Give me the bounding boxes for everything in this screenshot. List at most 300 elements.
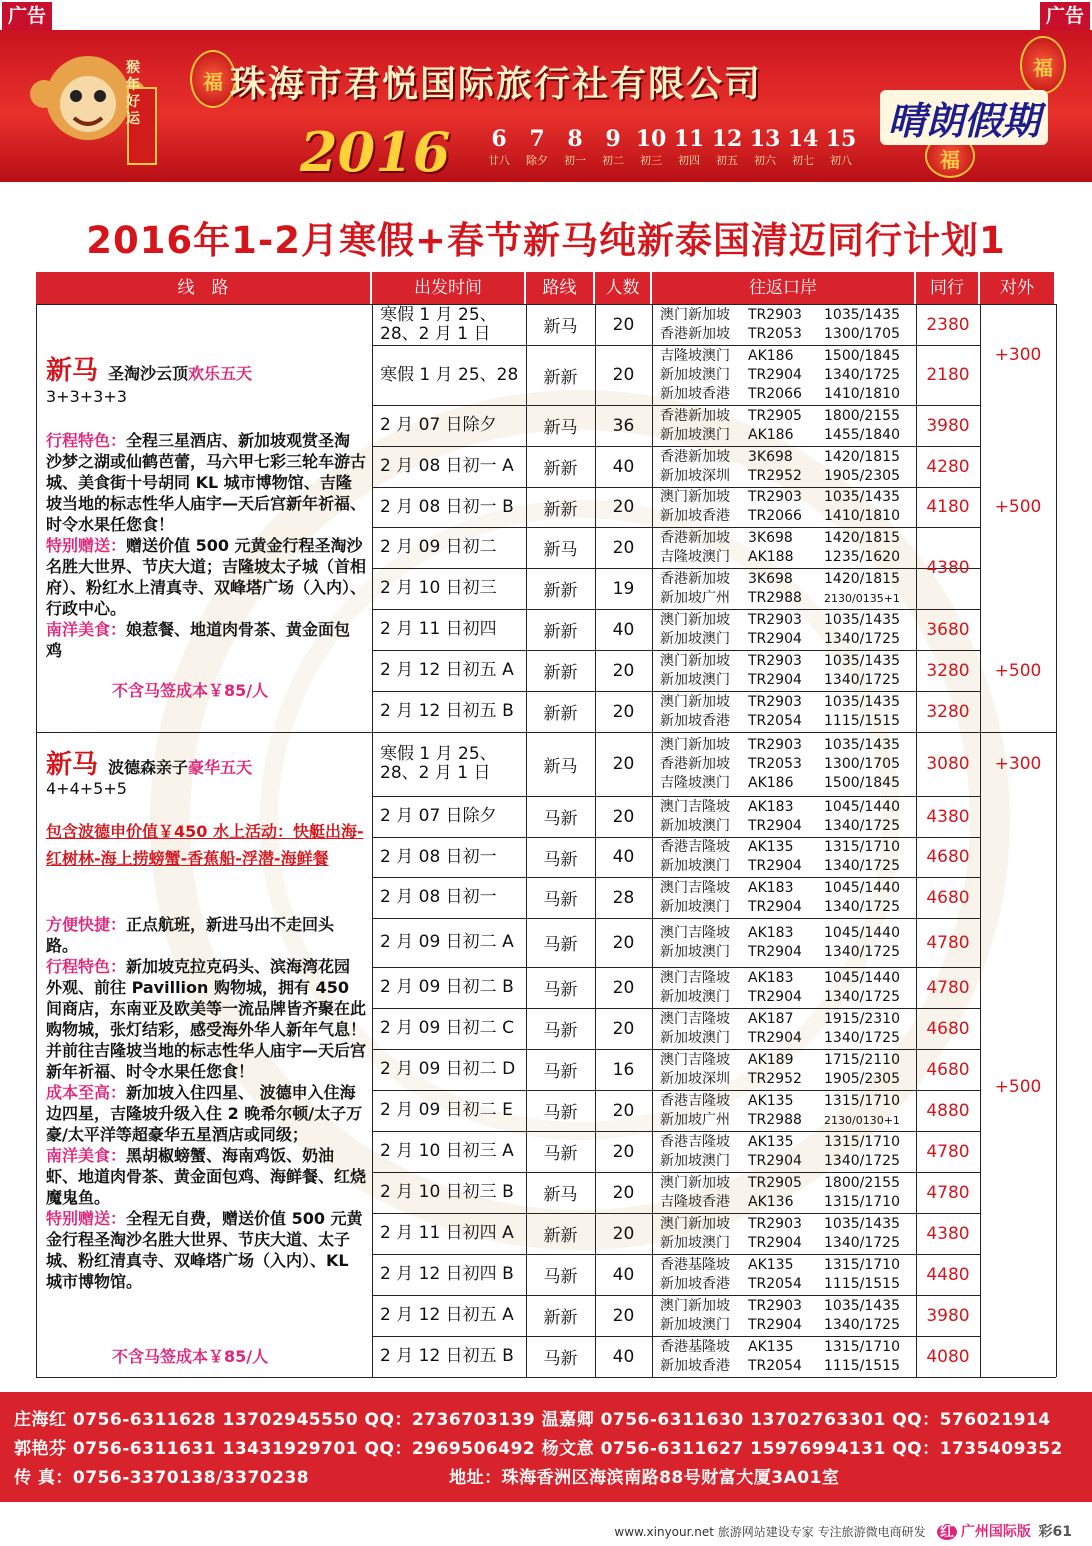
row-price: 4680 [926, 1059, 970, 1080]
flight-no: TR2903 [748, 489, 802, 505]
flight-port: 吉隆坡澳门 [660, 548, 730, 565]
date-lunar: 初三 [640, 154, 662, 167]
flight-port: 澳门吉隆坡 [660, 879, 730, 896]
row-price: 3980 [926, 415, 970, 436]
flight-line [660, 736, 914, 755]
flight-line [660, 1215, 914, 1234]
route1-f3-label: 南洋美食： [46, 620, 127, 639]
flight-line [660, 1152, 914, 1171]
date-cell [670, 126, 708, 168]
flight-no: TR2053 [748, 755, 802, 772]
flight-port: 新加坡澳门 [660, 1152, 730, 1169]
date-cell [632, 126, 670, 168]
row-price: 4280 [926, 456, 970, 477]
row-people: 40 [612, 847, 635, 867]
flight-line [660, 693, 914, 712]
row-price: 4380 [926, 558, 970, 578]
contact-line-2: 郭艳芬 0756-6311631 13431929701 QQ：2969506492 杨文意 0756-6311627 15976994131 QQ：1735409352 [14, 1439, 1063, 1459]
flight-line [660, 1338, 914, 1357]
date-number: 14 [787, 126, 819, 152]
flight-line [660, 798, 914, 817]
row-route: 新新 [543, 1226, 578, 1246]
flight-no: TR2903 [748, 306, 802, 323]
row-date: 2 月 09 日初二 C [380, 1018, 514, 1038]
flight-time: 1340/1725 [824, 630, 900, 647]
row-flights [660, 405, 914, 446]
flight-time: 1035/1435 [824, 611, 900, 628]
flight-time: 1315/1710 [824, 1133, 900, 1150]
row-people: 20 [612, 977, 635, 998]
flight-line [660, 1357, 914, 1376]
row-extra: +300 [994, 754, 1042, 774]
flight-no: TR2066 [748, 385, 802, 402]
grid-vline [1056, 304, 1057, 1377]
date-number: 13 [749, 126, 781, 152]
row-people: 20 [612, 1305, 635, 1326]
flight-time: 1420/1815 [824, 570, 900, 587]
flight-no: 3K698 [748, 448, 793, 465]
row-people: 20 [612, 1100, 635, 1121]
lantern-icon [1020, 36, 1066, 94]
row-date: 2 月 08 日初一 [380, 846, 497, 867]
flight-line [660, 366, 914, 385]
flight-line [660, 589, 914, 608]
date-number: 11 [673, 126, 705, 152]
flight-line [660, 817, 914, 836]
row-flights [660, 1090, 914, 1131]
flight-no: TR2904 [748, 671, 802, 688]
flight-time: 1410/1810 [824, 508, 900, 524]
flight-port: 新加坡广州 [660, 1111, 730, 1128]
flight-port: 香港吉隆坡 [660, 1092, 730, 1109]
row-flights [660, 1295, 914, 1336]
grid-hline [36, 732, 372, 733]
flight-no: TR2904 [748, 858, 802, 874]
flight-port: 澳门新加坡 [660, 1174, 730, 1191]
route2-name: 新马 [46, 750, 99, 780]
flight-line [660, 1275, 914, 1294]
flight-line [660, 630, 914, 649]
route1-subtitle-b: 欢乐五天 [188, 364, 253, 383]
flight-time: 1035/1435 [824, 306, 900, 323]
route2-subtitle [108, 755, 252, 778]
flight-time: 1800/2155 [824, 407, 900, 424]
flight-no: AK183 [748, 879, 794, 896]
header-cell: 出发时间 [372, 272, 526, 304]
row-route: 马新 [543, 1021, 578, 1041]
banner-year: 2016 [300, 120, 451, 182]
flight-no: TR2952 [748, 467, 802, 484]
route2-f1-label: 方便快捷： [46, 915, 127, 934]
flight-port: 吉隆坡澳门 [660, 347, 730, 364]
row-price: 4180 [926, 497, 970, 517]
row-flights [660, 732, 914, 796]
date-number: 10 [635, 126, 667, 152]
date-cell [518, 126, 556, 168]
flight-no: AK183 [748, 924, 794, 941]
route2-desc [46, 914, 366, 1292]
flight-port: 新加坡澳门 [660, 1234, 730, 1251]
row-price: 3280 [926, 701, 970, 722]
flight-no: TR2903 [748, 736, 802, 753]
ad-label-left: 广告 [2, 2, 52, 30]
date-cell [708, 126, 746, 168]
flight-time: 1340/1725 [824, 366, 900, 383]
row-date: 2 月 09 日初二 B [380, 977, 514, 997]
flight-no: TR2904 [748, 943, 802, 960]
row-date: 寒假 1 月 25、28 [380, 364, 519, 385]
flight-time: 1340/1725 [824, 943, 900, 960]
flight-time: 1045/1440 [824, 879, 900, 896]
flight-time: 2130/0135+1 [824, 591, 900, 605]
row-route: 马新 [543, 1062, 578, 1082]
flight-port: 澳门吉隆坡 [660, 924, 730, 941]
flight-no: AK135 [748, 1338, 794, 1355]
flight-line [660, 407, 914, 426]
row-route: 马新 [543, 1267, 578, 1287]
flight-line [660, 529, 914, 548]
date-lunar: 廿八 [488, 154, 510, 167]
flight-line [660, 611, 914, 630]
row-price: 4380 [926, 806, 970, 827]
route1-f3-text: 娘惹餐、地道肉骨茶、黄金面包鸡 [46, 620, 351, 660]
monkey-mascot-icon [18, 38, 178, 178]
row-flights [660, 487, 914, 527]
flight-line [660, 507, 914, 526]
flight-no: 3K698 [748, 529, 793, 546]
flight-time: 1045/1440 [824, 969, 900, 986]
date-lunar: 初七 [792, 154, 814, 167]
row-date: 2 月 10 日初三 B [380, 1182, 514, 1202]
date-lunar: 除夕 [526, 154, 548, 167]
row-date: 2 月 12 日初四 B [380, 1264, 514, 1284]
flight-port: 澳门吉隆坡 [660, 1010, 730, 1027]
header-cell: 同行 [916, 272, 980, 304]
flight-port: 新加坡澳门 [660, 858, 730, 874]
flight-time: 1715/2110 [824, 1051, 900, 1068]
row-price: 4780 [926, 932, 970, 953]
flight-no: TR2903 [748, 693, 802, 710]
ad-label-right: 广告 [1040, 2, 1090, 30]
row-people: 20 [612, 497, 635, 517]
row-price: 2380 [926, 314, 970, 335]
header-cell: 线 路 [36, 272, 372, 304]
flight-no: TR2904 [748, 630, 802, 647]
row-people: 28 [612, 887, 635, 908]
date-number: 8 [567, 126, 583, 152]
row-flights [660, 650, 914, 691]
flight-port: 澳门吉隆坡 [660, 1051, 730, 1068]
page-number: 彩61 [1038, 1524, 1072, 1540]
holiday-dates [480, 126, 860, 168]
header-cell: 路线 [526, 272, 595, 304]
row-people: 20 [612, 1141, 635, 1162]
flight-port: 澳门新加坡 [660, 1215, 730, 1232]
row-flights [660, 1336, 914, 1377]
row-price: 4680 [926, 887, 970, 908]
row-people: 20 [612, 537, 635, 558]
route2-subtitle-a: 波德森亲子 [108, 758, 189, 777]
row-route: 新新 [543, 663, 578, 683]
flight-no: TR2903 [748, 611, 802, 628]
route2-f3-text: 新加坡入住四星、 波德申入住海边四星，吉隆坡升级入住 2 晚希尔顿/太子万豪/太平洋等超豪华五星酒店或同级； [46, 1083, 363, 1144]
row-flights [660, 691, 914, 732]
date-number: 7 [529, 126, 545, 152]
row-date: 2 月 10 日初三 [380, 578, 497, 598]
row-people: 20 [612, 1018, 635, 1039]
flight-line [660, 652, 914, 671]
flight-port: 香港新加坡 [660, 570, 730, 587]
route2-f3-label: 成本至高： [46, 1083, 127, 1102]
row-price: 4780 [926, 1182, 970, 1203]
route2-note: 不含马签成本￥85/人 [112, 1347, 269, 1366]
flight-port: 新加坡香港 [660, 1275, 730, 1292]
flight-no: TR2066 [748, 508, 802, 524]
row-flights [660, 1008, 914, 1049]
row-people: 40 [612, 1346, 635, 1367]
flight-line [660, 1316, 914, 1335]
row-date: 2 月 11 日初四 [380, 619, 497, 639]
row-route: 新马 [543, 418, 578, 438]
flight-time: 1035/1435 [824, 1215, 900, 1232]
flight-no: TR2988 [748, 589, 802, 606]
row-people: 20 [612, 1182, 635, 1203]
route2-f5-text: 全程无自费，赠送价值 500 元黄金行程圣淘沙名胜大世界、节庆大道、太子城、粉红清真寺、双峰塔广场（入内）、KL 城市博物馆。 [46, 1209, 363, 1291]
row-flights [660, 609, 914, 650]
flight-no: TR2903 [748, 652, 802, 669]
row-flights [660, 527, 914, 568]
flight-no: TR2905 [748, 1174, 802, 1191]
route2-f1-text: 正点航班，新进马出不走回头路。 [46, 915, 335, 955]
route2-f4-text: 黑胡椒螃蟹、海南鸡饭、奶油虾、地道肉骨茶、黄金面包鸡、海鲜餐、红烧魔鬼鱼。 [46, 1146, 367, 1207]
date-lunar: 初一 [564, 154, 586, 167]
flight-port: 新加坡深圳 [660, 1070, 730, 1087]
row-date: 2 月 09 日初二 D [380, 1059, 516, 1079]
flight-port: 澳门新加坡 [660, 611, 730, 628]
flight-line [660, 426, 914, 445]
flight-port: 新加坡香港 [660, 385, 730, 402]
flight-port: 香港新加坡 [660, 448, 730, 465]
flight-line [660, 838, 914, 857]
site-credit[interactable]: www.xinyour.net 旅游网站建设专家 专注旅游微电商研发 [614, 1525, 926, 1539]
row-date: 2 月 08 日初一 A [380, 456, 514, 476]
row-extra: +300 [994, 344, 1042, 365]
date-lunar: 初八 [830, 154, 852, 167]
flight-line [660, 1234, 914, 1253]
flight-no: AK135 [748, 839, 794, 855]
route2-f5-label: 特别赠送： [46, 1209, 127, 1228]
row-people: 20 [612, 365, 635, 385]
flight-port: 吉隆坡澳门 [660, 774, 730, 791]
row-people: 36 [612, 415, 635, 436]
flight-line [660, 385, 914, 404]
contact-line-3: 传 真：0756-3370138/3370238 地址：珠海香洲区海滨南路88号财富大厦3A01室 [14, 1468, 840, 1488]
flight-line [660, 1256, 914, 1275]
flight-line [660, 1297, 914, 1316]
flight-time: 1340/1725 [824, 898, 900, 915]
flight-line [660, 1111, 914, 1130]
contact-line-1: 庄海红 0756-6311628 13702945550 QQ：2736703139 温嘉卿 0756-6311630 13702763301 QQ：576021914 [14, 1410, 1051, 1430]
flight-port: 新加坡澳门 [660, 988, 730, 1005]
row-extra: +500 [994, 1076, 1042, 1097]
row-price: 3280 [926, 660, 970, 681]
row-extra: +500 [994, 497, 1042, 517]
flight-time: 1115/1515 [824, 712, 900, 729]
flight-line [660, 857, 914, 876]
flight-time: 1300/1705 [824, 755, 900, 772]
edition-label: 广州国际版 [960, 1524, 1031, 1540]
header-cell: 对外 [980, 272, 1056, 304]
route1-desc [46, 430, 366, 661]
date-lunar: 初五 [716, 154, 738, 167]
route2-f4-label: 南洋美食： [46, 1146, 127, 1165]
flight-no: TR2903 [748, 1215, 802, 1232]
flight-port: 香港吉隆坡 [660, 1133, 730, 1150]
row-flights [660, 1213, 914, 1254]
flight-port: 澳门吉隆坡 [660, 969, 730, 986]
flight-no: TR2054 [748, 712, 802, 729]
flight-no: TR2904 [748, 817, 802, 834]
date-number: 6 [491, 126, 507, 152]
route1-subtitle-a: 圣淘沙云顶 [108, 364, 189, 383]
flight-no: TR2988 [748, 1111, 802, 1128]
row-price: 3680 [926, 619, 970, 640]
flight-port: 澳门新加坡 [660, 736, 730, 753]
flight-time: 1340/1725 [824, 1152, 900, 1169]
route2-subtitle-b: 豪华五天 [188, 758, 253, 777]
date-lunar: 初四 [678, 154, 700, 167]
row-route: 马新 [543, 980, 578, 1000]
flight-line [660, 1193, 914, 1212]
flight-no: TR2905 [748, 407, 802, 424]
row-route: 马新 [543, 890, 578, 910]
route1-f1-text: 全程三星酒店、新加坡观赏圣淘沙梦之湖或仙鹤芭蕾，马六甲七彩三轮车游古城、美食街十号胡同 KL 城市博物馆、吉隆坡当地的标志性华人庙宇—天后宫新年祈福、时令水果任您食！ [46, 431, 367, 534]
row-date: 2 月 07 日除夕 [380, 806, 497, 826]
route2-f2-label: 行程特色： [46, 957, 127, 976]
flight-no: TR2952 [748, 1070, 802, 1087]
row-extra: +500 [994, 660, 1042, 681]
date-number: 15 [825, 126, 857, 152]
flight-port: 吉隆坡香港 [660, 1193, 730, 1210]
row-flights [660, 918, 914, 967]
row-people: 20 [612, 314, 635, 335]
flight-port: 澳门新加坡 [660, 693, 730, 710]
row-date: 2 月 09 日初二 [380, 537, 497, 557]
row-route: 新新 [543, 581, 578, 601]
row-date: 2 月 09 日初二 E [380, 1100, 513, 1120]
flight-no: TR2904 [748, 898, 802, 915]
flight-port: 香港基隆坡 [660, 1256, 730, 1273]
route2-nights: 4+4+5+5 [46, 779, 127, 798]
flight-line [660, 325, 914, 344]
flight-port: 新加坡澳门 [660, 671, 730, 688]
flight-line [660, 448, 914, 467]
flight-time: 1340/1725 [824, 817, 900, 834]
flight-line [660, 548, 914, 567]
flight-port: 新加坡香港 [660, 508, 730, 524]
flight-no: TR2904 [748, 1152, 802, 1169]
flight-time: 2130/0130+1 [824, 1113, 900, 1127]
row-route: 马新 [543, 809, 578, 829]
flight-port: 新加坡澳门 [660, 426, 730, 443]
flight-no: AK183 [748, 969, 794, 986]
flight-no: TR2904 [748, 1029, 802, 1046]
flight-time: 1500/1845 [824, 774, 900, 791]
row-date: 2 月 07 日除夕 [380, 415, 497, 435]
route1-nights: 3+3+3+3 [46, 387, 127, 406]
row-people: 19 [612, 578, 635, 599]
banner [0, 30, 1092, 182]
row-route: 新新 [543, 459, 578, 479]
row-flights [660, 446, 914, 487]
flight-time: 1035/1435 [824, 652, 900, 669]
route1-subtitle [108, 361, 252, 384]
route1-name: 新马 [46, 356, 99, 386]
flight-time: 1340/1725 [824, 1316, 900, 1333]
row-route: 新马 [543, 540, 578, 560]
row-flights [660, 304, 914, 345]
flight-time: 1035/1435 [824, 693, 900, 710]
flight-no: AK187 [748, 1010, 794, 1027]
flight-line [660, 879, 914, 898]
date-number: 9 [605, 126, 621, 152]
grid-vline [652, 304, 653, 1377]
date-cell [594, 126, 632, 168]
row-price: 4680 [926, 847, 970, 867]
row-price: 3980 [926, 1305, 970, 1326]
flight-time: 1235/1620 [824, 548, 900, 565]
row-route: 新新 [543, 704, 578, 724]
row-price: 3080 [926, 754, 970, 774]
row-flights [660, 796, 914, 837]
route1-f2-label: 特别赠送： [46, 536, 127, 555]
row-route: 新新 [543, 622, 578, 642]
flight-line [660, 898, 914, 917]
flight-line [660, 774, 914, 793]
flight-port: 新加坡澳门 [660, 817, 730, 834]
row-people: 20 [612, 1223, 635, 1244]
flight-port: 香港新加坡 [660, 755, 730, 772]
flight-time: 1115/1515 [824, 1275, 900, 1292]
flight-time: 1315/1710 [824, 1193, 900, 1210]
flight-port: 香港新加坡 [660, 529, 730, 546]
flight-line [660, 488, 914, 507]
row-date: 2 月 10 日初三 A [380, 1141, 514, 1161]
date-cell [556, 126, 594, 168]
date-lunar: 初二 [602, 154, 624, 167]
flight-port: 新加坡广州 [660, 589, 730, 606]
flight-no: AK135 [748, 1256, 794, 1273]
row-flights [660, 345, 914, 405]
flight-time: 1500/1845 [824, 347, 900, 364]
flight-time: 1115/1515 [824, 1357, 900, 1374]
flight-no: AK186 [748, 347, 794, 364]
flight-no: TR2053 [748, 325, 802, 342]
row-people: 40 [612, 619, 635, 640]
flight-line [660, 306, 914, 325]
row-people: 20 [612, 701, 635, 722]
lantern-char: 福 [203, 70, 223, 94]
flight-line [660, 347, 914, 366]
date-cell [784, 126, 822, 168]
flight-time: 1340/1725 [824, 858, 900, 874]
flight-port: 澳门吉隆坡 [660, 798, 730, 815]
bottom-bar [0, 1518, 1092, 1546]
flight-line [660, 988, 914, 1007]
flight-time: 1315/1710 [824, 1256, 900, 1273]
row-route: 马新 [543, 1103, 578, 1123]
flight-port: 香港吉隆坡 [660, 839, 730, 855]
